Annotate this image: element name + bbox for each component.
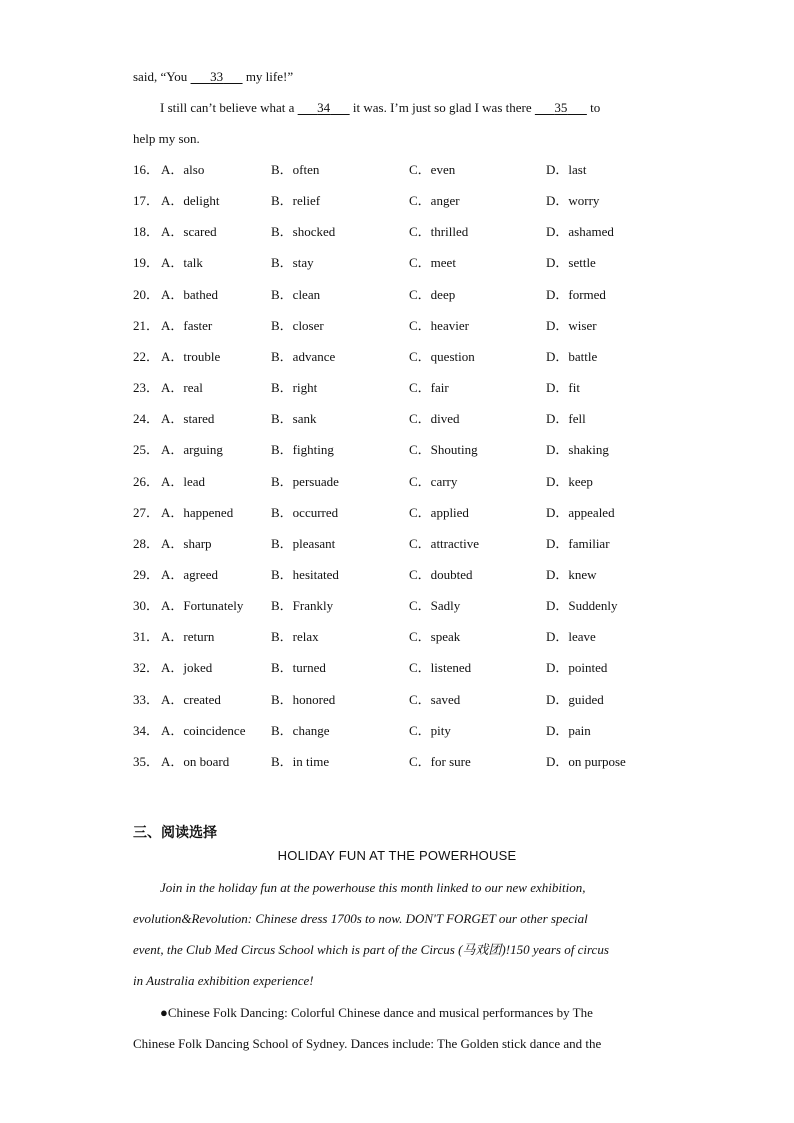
option-c bbox=[409, 317, 469, 335]
intro-line-2: evolution&Revolution: Chinese dress 1700s to now. DON'T FORGET our other special bbox=[133, 911, 588, 926]
option-d bbox=[546, 254, 596, 272]
option-text: C．even bbox=[409, 162, 456, 177]
option-text: D．appealed bbox=[546, 504, 615, 520]
option-d bbox=[546, 504, 615, 522]
question-row bbox=[133, 223, 653, 241]
option-b bbox=[271, 597, 333, 615]
option-a bbox=[133, 691, 221, 709]
option-text: B．persuade bbox=[271, 473, 339, 489]
passage-text: to bbox=[590, 100, 601, 115]
option-text: D．battle bbox=[546, 348, 598, 364]
option-b bbox=[271, 254, 314, 272]
option-b bbox=[271, 566, 339, 584]
option-a bbox=[133, 722, 245, 740]
option-a bbox=[133, 223, 217, 241]
option-text: C．applied bbox=[409, 504, 469, 520]
option-text: A．coincidence bbox=[161, 722, 246, 738]
option-c bbox=[409, 254, 456, 272]
option-text: A．created bbox=[161, 691, 221, 707]
option-b bbox=[271, 379, 317, 397]
option-b bbox=[271, 628, 319, 646]
option-text: B．occurred bbox=[271, 504, 339, 520]
question-number: 34． bbox=[133, 722, 160, 738]
option-text: D．guided bbox=[546, 691, 604, 707]
option-text: B．turned bbox=[271, 660, 326, 676]
option-text: D．shaking bbox=[546, 442, 609, 458]
option-text: C．Sadly bbox=[409, 598, 461, 614]
question-number: 32． bbox=[133, 660, 160, 676]
option-d bbox=[546, 691, 604, 709]
option-text: A．faster bbox=[161, 317, 213, 333]
option-text: A．also bbox=[161, 162, 205, 177]
question-number: 29． bbox=[133, 566, 160, 582]
question-row bbox=[133, 161, 653, 179]
option-a bbox=[133, 504, 233, 522]
option-text: D．knew bbox=[546, 566, 597, 582]
option-text: C．speak bbox=[409, 629, 461, 645]
option-text: B．stay bbox=[271, 255, 314, 271]
question-row bbox=[133, 192, 653, 210]
passage-line-2 bbox=[160, 99, 600, 117]
option-text: A．stared bbox=[161, 411, 215, 427]
blank-33: 33 bbox=[210, 69, 224, 84]
option-text: D．ashamed bbox=[546, 224, 614, 240]
passage-text: I still can’t believe what a bbox=[160, 100, 295, 115]
option-text: A．scared bbox=[161, 224, 217, 240]
option-c bbox=[409, 223, 468, 241]
option-text: D．fell bbox=[546, 411, 586, 427]
option-text: B．clean bbox=[271, 286, 321, 302]
passage-text: said, “You bbox=[133, 69, 188, 84]
option-b bbox=[271, 223, 335, 241]
option-c bbox=[409, 566, 473, 584]
option-d bbox=[546, 161, 586, 179]
option-d bbox=[546, 659, 607, 677]
question-row bbox=[133, 659, 653, 677]
option-c bbox=[409, 504, 469, 522]
option-text: C．meet bbox=[409, 255, 456, 271]
option-text: C．heavier bbox=[409, 317, 469, 333]
option-c bbox=[409, 628, 460, 646]
option-text: B．closer bbox=[271, 317, 324, 333]
passage-line-3 bbox=[133, 130, 200, 148]
question-row bbox=[133, 753, 653, 771]
option-d bbox=[546, 628, 596, 646]
passage-line-1 bbox=[133, 68, 293, 86]
question-number: 33． bbox=[133, 691, 160, 707]
option-d bbox=[546, 379, 580, 397]
option-text: B．relief bbox=[271, 193, 321, 209]
option-text: C．fair bbox=[409, 380, 449, 396]
option-text: A．arguing bbox=[161, 442, 223, 458]
option-text: B．fighting bbox=[271, 442, 334, 458]
option-d bbox=[546, 566, 597, 584]
option-d bbox=[546, 317, 597, 335]
option-text: D．pain bbox=[546, 722, 591, 738]
option-d bbox=[546, 597, 618, 615]
passage-text: it was. I’m just so glad I was there bbox=[352, 100, 532, 115]
question-number: 31． bbox=[133, 629, 160, 645]
option-d bbox=[546, 348, 597, 366]
option-c bbox=[409, 473, 457, 491]
option-text: C．dived bbox=[409, 411, 460, 427]
question-row bbox=[133, 504, 653, 522]
option-text: D．leave bbox=[546, 629, 596, 645]
option-text: A．sharp bbox=[161, 535, 212, 551]
question-number: 35． bbox=[133, 753, 160, 769]
option-a bbox=[133, 659, 212, 677]
option-b bbox=[271, 161, 319, 179]
option-text: B．in time bbox=[271, 753, 330, 769]
question-row bbox=[133, 691, 653, 709]
option-c bbox=[409, 286, 455, 304]
option-d bbox=[546, 286, 606, 304]
question-row bbox=[133, 286, 653, 304]
option-text: C．pity bbox=[409, 722, 451, 738]
option-text: A．lead bbox=[161, 473, 206, 489]
option-a bbox=[133, 254, 203, 272]
option-text: B．advance bbox=[271, 348, 336, 364]
option-text: D．keep bbox=[546, 473, 593, 489]
option-text: D．wiser bbox=[546, 317, 597, 333]
option-text: A．happened bbox=[161, 504, 234, 520]
option-text: B．sank bbox=[271, 411, 317, 427]
section-heading: 三、阅读选择 bbox=[133, 825, 217, 841]
intro-line-4: in Australia exhibition experience! bbox=[133, 973, 314, 988]
question-row bbox=[133, 535, 653, 553]
passage-text: help my son. bbox=[133, 131, 200, 146]
option-c bbox=[409, 535, 479, 553]
question-row bbox=[133, 379, 653, 397]
option-text: C．anger bbox=[409, 193, 460, 209]
option-text: A．return bbox=[161, 629, 215, 645]
option-text: B．right bbox=[271, 380, 318, 396]
passage-text: my life!” bbox=[245, 69, 294, 84]
question-number: 16． bbox=[133, 162, 160, 177]
blank-34: 34 bbox=[317, 100, 331, 115]
article-title: HOLIDAY FUN AT THE POWERHOUSE bbox=[277, 848, 517, 863]
bullet-line-1: ●Chinese Folk Dancing: Colorful Chinese dance and musical performances by The bbox=[160, 1005, 593, 1020]
option-text: C．thrilled bbox=[409, 224, 469, 240]
question-row bbox=[133, 348, 653, 366]
option-b bbox=[271, 317, 324, 335]
option-text: D．worry bbox=[546, 193, 600, 209]
option-text: C．Shouting bbox=[409, 442, 478, 458]
option-a bbox=[133, 192, 220, 210]
option-a bbox=[133, 628, 214, 646]
option-text: A．joked bbox=[161, 660, 213, 676]
option-b bbox=[271, 441, 334, 459]
option-text: C．deep bbox=[409, 286, 456, 302]
option-a bbox=[133, 753, 229, 771]
intro-line-1: Join in the holiday fun at the powerhouse this month linked to our new exhibition, bbox=[160, 880, 586, 895]
option-d bbox=[546, 535, 610, 553]
option-b bbox=[271, 722, 329, 740]
option-a bbox=[133, 473, 205, 491]
option-d bbox=[546, 753, 626, 771]
option-d bbox=[546, 223, 614, 241]
question-number: 23． bbox=[133, 380, 160, 396]
option-b bbox=[271, 286, 320, 304]
option-text: B．change bbox=[271, 722, 330, 738]
option-a bbox=[133, 410, 214, 428]
question-number: 24． bbox=[133, 411, 160, 427]
option-b bbox=[271, 504, 338, 522]
option-c bbox=[409, 161, 455, 179]
option-text: B．relax bbox=[271, 629, 319, 645]
question-number: 22． bbox=[133, 348, 160, 364]
option-text: C．carry bbox=[409, 473, 458, 489]
option-a bbox=[133, 566, 218, 584]
option-text: B．pleasant bbox=[271, 535, 336, 551]
question-row bbox=[133, 441, 653, 459]
question-row bbox=[133, 566, 653, 584]
option-b bbox=[271, 535, 335, 553]
option-text: B．hesitated bbox=[271, 566, 339, 582]
option-text: A．trouble bbox=[161, 348, 221, 364]
option-text: C．question bbox=[409, 348, 475, 364]
question-number: 30． bbox=[133, 598, 160, 614]
option-text: B．often bbox=[271, 162, 320, 177]
option-a bbox=[133, 535, 212, 553]
option-text: D．last bbox=[546, 162, 587, 177]
option-text: D．formed bbox=[546, 286, 606, 302]
question-row bbox=[133, 473, 653, 491]
question-row bbox=[133, 628, 653, 646]
option-d bbox=[546, 410, 586, 428]
option-text: B．shocked bbox=[271, 224, 336, 240]
option-c bbox=[409, 348, 475, 366]
question-number: 18． bbox=[133, 224, 160, 240]
option-a bbox=[133, 286, 218, 304]
option-text: A．real bbox=[161, 380, 203, 396]
option-text: B．honored bbox=[271, 691, 336, 707]
question-row bbox=[133, 597, 653, 615]
question-row bbox=[133, 317, 653, 335]
option-d bbox=[546, 722, 591, 740]
option-b bbox=[271, 348, 335, 366]
option-a bbox=[133, 348, 220, 366]
option-text: D．fit bbox=[546, 380, 580, 396]
question-number: 28． bbox=[133, 535, 160, 551]
intro-line-3: event, the Club Med Circus School which is part of the Circus (马戏团)!150 years of circus bbox=[133, 942, 609, 957]
option-b bbox=[271, 410, 317, 428]
option-c bbox=[409, 410, 460, 428]
question-row bbox=[133, 722, 653, 740]
option-text: C．listened bbox=[409, 660, 472, 676]
question-row bbox=[133, 410, 653, 428]
blank-35: 35 bbox=[554, 100, 568, 115]
option-b bbox=[271, 473, 339, 491]
option-a bbox=[133, 161, 204, 179]
question-number: 26． bbox=[133, 473, 160, 489]
question-number: 25． bbox=[133, 442, 160, 458]
option-text: D．pointed bbox=[546, 660, 608, 676]
option-text: A．on board bbox=[161, 753, 230, 769]
option-text: A．bathed bbox=[161, 286, 219, 302]
option-b bbox=[271, 192, 320, 210]
option-d bbox=[546, 441, 609, 459]
option-a bbox=[133, 317, 212, 335]
option-text: C．attractive bbox=[409, 535, 480, 551]
question-row bbox=[133, 254, 653, 272]
option-c bbox=[409, 192, 460, 210]
option-c bbox=[409, 597, 460, 615]
option-b bbox=[271, 691, 335, 709]
option-a bbox=[133, 379, 203, 397]
option-a bbox=[133, 441, 223, 459]
option-c bbox=[409, 691, 460, 709]
option-text: D．on purpose bbox=[546, 753, 626, 769]
option-text: A．Fortunately bbox=[161, 598, 244, 614]
option-text: A．talk bbox=[161, 255, 203, 271]
option-c bbox=[409, 659, 471, 677]
bullet-line-2: Chinese Folk Dancing School of Sydney. Dances include: The Golden stick dance and the bbox=[133, 1036, 602, 1051]
option-b bbox=[271, 753, 329, 771]
option-a bbox=[133, 597, 243, 615]
question-number: 27． bbox=[133, 504, 160, 520]
question-number: 21． bbox=[133, 317, 160, 333]
option-c bbox=[409, 753, 471, 771]
option-c bbox=[409, 722, 451, 740]
option-text: C．doubted bbox=[409, 566, 473, 582]
option-b bbox=[271, 659, 326, 677]
question-number: 20． bbox=[133, 286, 160, 302]
option-d bbox=[546, 192, 599, 210]
option-text: B．Frankly bbox=[271, 598, 334, 614]
option-text: C．saved bbox=[409, 691, 461, 707]
option-text: A．agreed bbox=[161, 566, 219, 582]
question-number: 19． bbox=[133, 255, 160, 271]
question-number: 17． bbox=[133, 193, 160, 209]
option-text: D．familiar bbox=[546, 535, 610, 551]
option-text: D．settle bbox=[546, 255, 596, 271]
option-c bbox=[409, 379, 449, 397]
option-text: D．Suddenly bbox=[546, 598, 618, 614]
option-text: A．delight bbox=[161, 193, 220, 209]
option-c bbox=[409, 441, 478, 459]
option-text: C．for sure bbox=[409, 753, 471, 769]
option-d bbox=[546, 473, 593, 491]
